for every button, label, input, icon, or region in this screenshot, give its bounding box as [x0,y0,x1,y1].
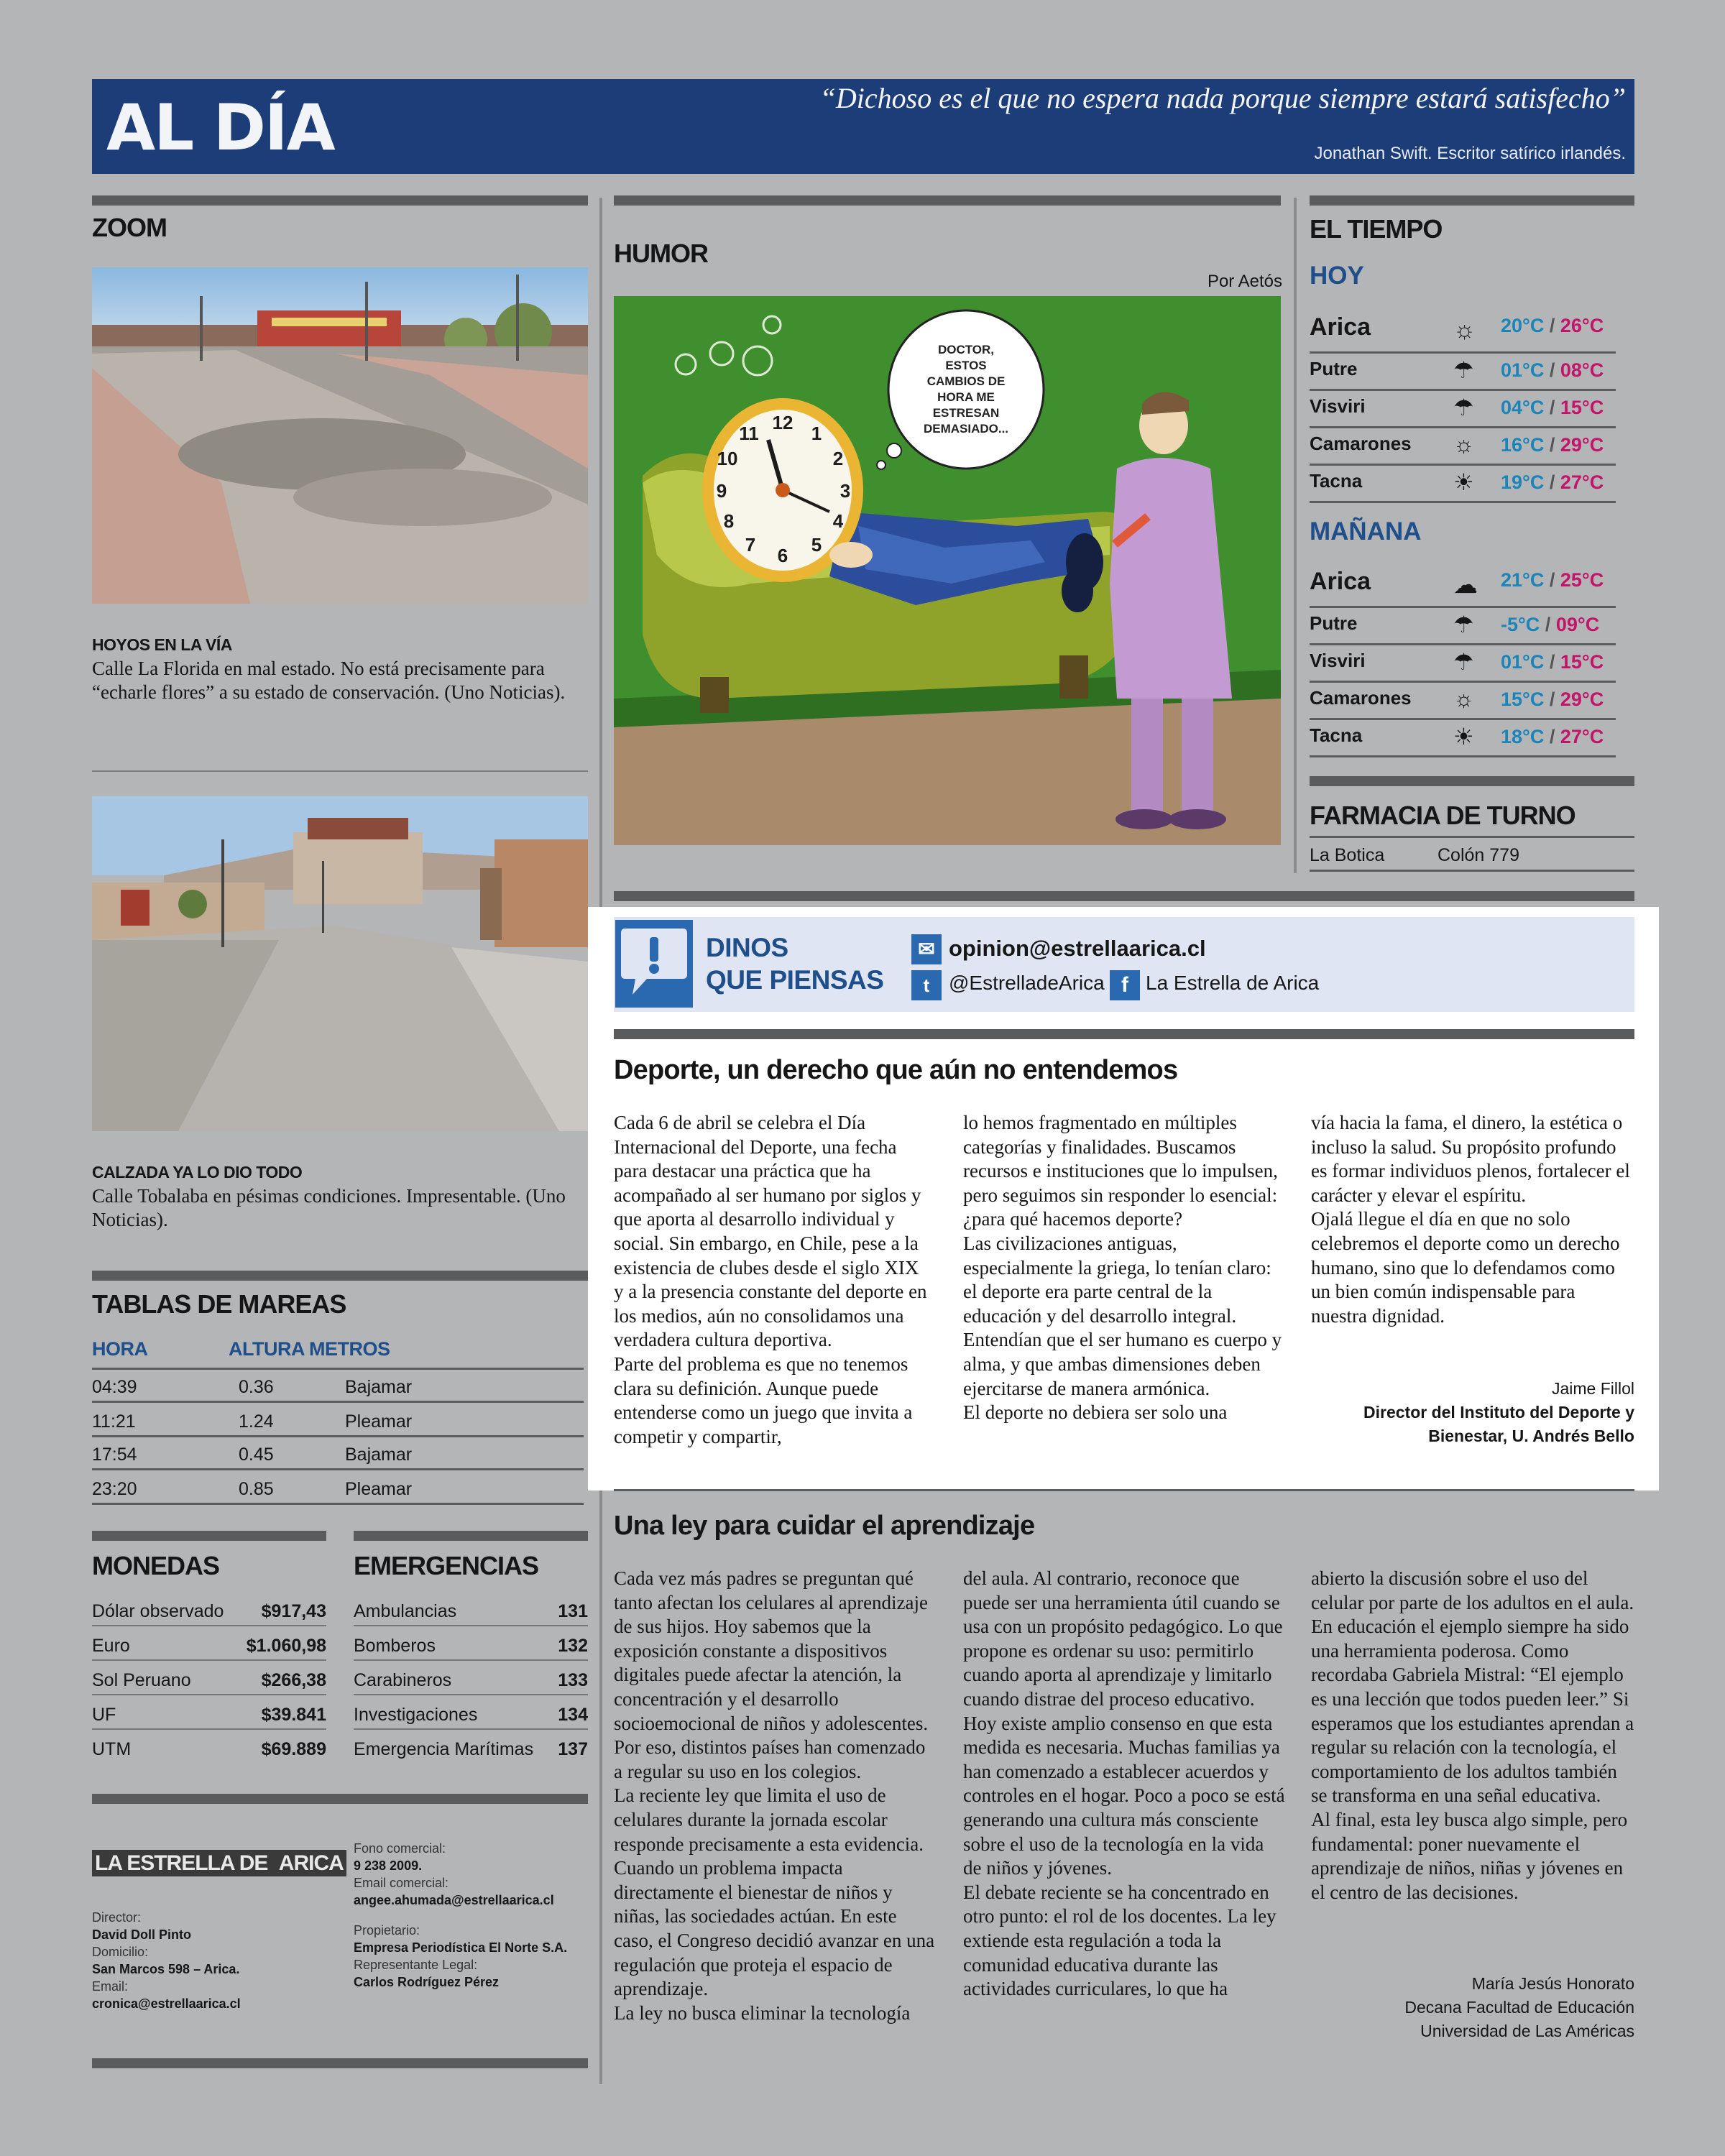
svg-text:1: 1 [811,423,822,444]
rain-icon: ☂ [1453,395,1474,420]
weather-tomorrow-label: MAÑANA [1310,517,1422,545]
emergency-row: Bomberos 132 [354,1627,588,1661]
article-column: Cada vez más padres se preguntan qué tanto afectan los celulares al aprendizaje de sus hijos. Hoy sabemos que la exposición constante a dispositivos digitales puede afectar la atención, la concentración y el desarrollo socioemocional de niños y adolescentes. Por eso, distintos países han comenzado a regular su uso en los colegios. La reciente ley que limita el uso de celulares durante la jornada escolar responde precisamente a esta evidencia. Cuando un problema impacta directamente el bienestar de niños y niñas, las sociedades actúan. En este caso, el Congreso decidió avanzar en una regulación que proteja el espacio de aprendizaje. La ley no busca eliminar la tecnología [614,1567,935,2024]
svg-text:6: 6 [777,545,788,566]
partly-sunny-icon: ☀ [1453,469,1474,495]
tide-row: 11:21 1.24 Pleamar [92,1404,584,1437]
masthead-left: Director: David Doll Pinto Domicilio: San Marcos 598 – Arica. Email: cronica@estrellaarica.cl [92,1910,241,2011]
svg-text:8: 8 [723,510,735,532]
section-rule [1310,776,1634,786]
column-divider [1294,198,1297,873]
article-column: vía hacia la fama, el dinero, la estética o incluso la salud. Su propósito profundo es formar individuos plenos, fortalecer el carácter y elevar el espíritu. Ojalá llegue el día en que no solo celebremos el deporte como un derecho humano, sino que lo defendamos como un bien común indispensable para nuestra dignidad. [1311,1112,1630,1327]
section-title: AL DÍA [106,91,334,165]
section-rule [92,195,588,206]
section-rule [614,1029,1634,1039]
currency-row: UF $39.841 [92,1696,326,1730]
section-rule [92,2058,588,2068]
contact-facebook[interactable]: La Estrella de Arica [1146,972,1320,994]
header-quote: “Dichoso es el que no espera nada porque siempre estará satisfecho” [819,82,1626,114]
weather-row: Visviri ☂ 04°C / 15°C [1310,392,1616,428]
svg-text:11: 11 [739,423,759,444]
weather-row: Visviri ☂ 01°C / 15°C [1310,647,1616,683]
contact-email[interactable]: opinion@estrellaarica.cl [949,936,1206,961]
partly-sunny-icon: ☀ [1453,724,1474,750]
mail-icon: ✉ [911,934,942,964]
cartoon-illustration [614,296,1281,845]
section-rule [1310,195,1634,206]
monedas-title: MONEDAS [92,1551,220,1580]
svg-text:3: 3 [840,480,851,502]
section-rule [92,1794,588,1804]
weather-today-label: HOY [1310,262,1364,290]
emergency-row: Emergencia Marítimas 137 [354,1739,588,1759]
sun-icon: ☼ [1453,316,1476,344]
tides-title: TABLAS DE MAREAS [92,1289,346,1319]
svg-text:7: 7 [745,534,756,556]
caption-text: Calle La Florida en mal estado. No está precisamente para “echarle flores” a su estado de conservación. (Uno Noticias). [92,658,566,703]
divider [92,770,588,772]
sun-icon: ☼ [1453,686,1475,711]
pharmacy-address: Colón 779 [1438,845,1519,865]
weather-row: Arica ☼ 20°C / 26°C [1310,309,1616,354]
svg-text:10: 10 [717,448,738,469]
emergency-row: Carabineros 133 [354,1662,588,1695]
pharmacy-name: La Botica [1310,845,1385,865]
exclamation-icon [615,920,693,1008]
weather-row: Putre ☂ -5°C / 09°C [1310,609,1616,645]
masthead-right: Fono comercial: 9 238 2009. Email comercial: angee.ahumada@estrellaarica.cl Propietario: Empresa Periodística El Norte S.A. Representante Legal: Carlos Rodríguez Pérez [354,1841,568,1989]
street-photo-2 [92,796,588,1131]
article-signature: Jaime Fillol Director del Instituto del Deporte y Bienestar, U. Andrés Bello [1363,1379,1634,1445]
currency-row: UTM $69.889 [92,1739,326,1759]
tide-row: 17:54 0.45 Bajamar [92,1437,584,1470]
tides-header-hora: HORA [92,1338,148,1360]
section-header [92,79,1634,174]
tides-header-altura: ALTURA METROS [229,1338,390,1360]
article-signature: María Jesús Honorato Decana Facultad de Educación Universidad de Las Américas [1404,1974,1634,2040]
sun-icon: ☼ [1453,431,1475,457]
article-column: lo hemos fragmentado en múltiples categorías y finalidades. Buscamos recursos e instituciones que lo impulsen, pero seguimos sin responder lo esencial: ¿para qué hacemos deporte? Las civilizaciones antiguas, especialmente la griega, lo tenían claro: el deporte era parte central de la educación y del desarrollo integral. Entendían que el ser humano es cuerpo y alma, y que ambas dimensiones deben ejercitarse de manera armónica. El deporte no debiera ser solo una [963,1112,1282,1424]
article-column: del aula. Al contrario, reconoce que puede ser una herramienta útil cuando se usa con un propósito pedagógico. Lo que propone es ordenar su uso: permitirlo cuando aporta al aprendizaje y limitarlo cuando distrae del proceso educativo. Hoy existe amplio consenso en que esta medida es necesaria. Muchas familias ya han comenzado a establecer acuerdos y controles en el hogar. Poco a poco se está generando una cultura más consciente sobre el uso de la tecnología en la vida de niños y jóvenes. El debate reciente se ha concentrado en otro punto: el rol de los docentes. La ley extiende esta regulación a toda la comunidad educativa durante las actividades curriculares, lo que ha [963,1567,1285,2000]
section-rule [92,1531,326,1541]
rain-icon: ☂ [1453,649,1474,675]
emergency-row: Ambulancias 131 [354,1593,588,1626]
weather-row: Tacna ☀ 18°C / 27°C [1310,722,1616,757]
article-title: Deporte, un derecho que aún no entendemos [614,1055,1178,1085]
divider [1310,836,1634,838]
currency-row: Dólar observado $917,43 [92,1593,326,1626]
tide-row: 04:39 0.36 Bajamar [92,1370,584,1403]
section-rule [614,195,1281,206]
newspaper-logo: LA ESTRELLA DE ARICA [92,1851,346,1880]
divider [1310,870,1634,872]
twitter-icon: t [911,970,942,1000]
rain-icon: ☂ [1453,612,1474,637]
currency-row: Euro $1.060,98 [92,1627,326,1661]
partly-cloudy-icon: ☁ [1453,571,1478,599]
svg-text:5: 5 [811,534,822,556]
article-column: abierto la discusión sobre el uso del celular por parte de los adultos en el aula. En educación el ejemplo siempre ha sido una herramienta poderosa. Como recordaba Gabriela Mistral: “El ejemplo es una lección que todos pueden leer.” Si esperamos que los estudiantes aprendan a regular su relación con la tecnología, el comportamiento de los adultos también se transforma en una señal educativa. Al final, esta ley busca algo simple, pero fundamental: poner nuevamente el aprendizaje de niños, niñas y jóvenes en el centro de las decisiones. [1311,1567,1634,1903]
section-rule [354,1531,588,1541]
section-rule [614,891,1634,901]
svg-text:12: 12 [772,412,794,433]
weather-row: Camarones ☼ 16°C / 29°C [1310,430,1616,466]
tide-row: 23:20 0.85 Pleamar [92,1472,584,1505]
svg-text:2: 2 [832,448,844,469]
rain-icon: ☂ [1453,357,1474,383]
currency-row: Sol Peruano $266,38 [92,1662,326,1695]
article-title: Una ley para cuidar el aprendizaje [614,1511,1035,1541]
speech-bubble-text: DOCTOR, ESTOS CAMBIOS DE HORA ME ESTRESAN DEMASIADO... [923,343,1009,436]
contact-twitter[interactable]: @EstrelladeArica [949,972,1105,994]
svg-text:9: 9 [716,480,727,502]
caption-title: CALZADA YA LO DIO TODO [92,1163,303,1181]
weather-title: EL TIEMPO [1310,214,1443,244]
section-rule [92,1271,588,1281]
divider [614,1489,1634,1491]
weather-row: Arica ☁ 21°C / 25°C [1310,563,1616,608]
caption-text: Calle Tobalaba en pésimas condiciones. Impresentable. (Uno Noticias). [92,1185,566,1230]
weather-row: Putre ☂ 01°C / 08°C [1310,355,1616,391]
contact-banner-title: DINOS QUE PIENSAS [706,933,884,995]
street-photo-1 [92,267,588,604]
humor-title: HUMOR [614,239,708,268]
article-column: Cada 6 de abril se celebra el Día Internacional del Deporte, una fecha para destacar una práctica que ha acompañado al ser humano por siglos y que aporta al desarrollo individual y social. Sin embargo, en Chile, pese a la existencia de clubes desde el siglo XIX y a la presencia constante del deporte en los medios, aún no consolidamos una verdadera cultura deportiva. Parte del problema es que no tenemos clara su definición. Aunque puede entenderse como un juego que invita a competir y compartir, [614,1112,927,1447]
weather-row: Tacna ☀ 19°C / 27°C [1310,467,1616,503]
quote-author: Jonathan Swift. Escritor satírico irlandés. [1314,144,1626,163]
caption-title: HOYOS EN LA VÍA [92,635,232,654]
zoom-title: ZOOM [92,213,167,242]
facebook-icon: f [1110,970,1140,1000]
emergency-row: Investigaciones 134 [354,1696,588,1730]
svg-text:4: 4 [832,510,844,532]
emergencias-title: EMERGENCIAS [354,1551,539,1580]
pharmacy-title: FARMACIA DE TURNO [1310,801,1576,830]
cartoon-credit: Por Aetós [1207,272,1282,291]
weather-row: Camarones ☼ 15°C / 29°C [1310,684,1616,720]
